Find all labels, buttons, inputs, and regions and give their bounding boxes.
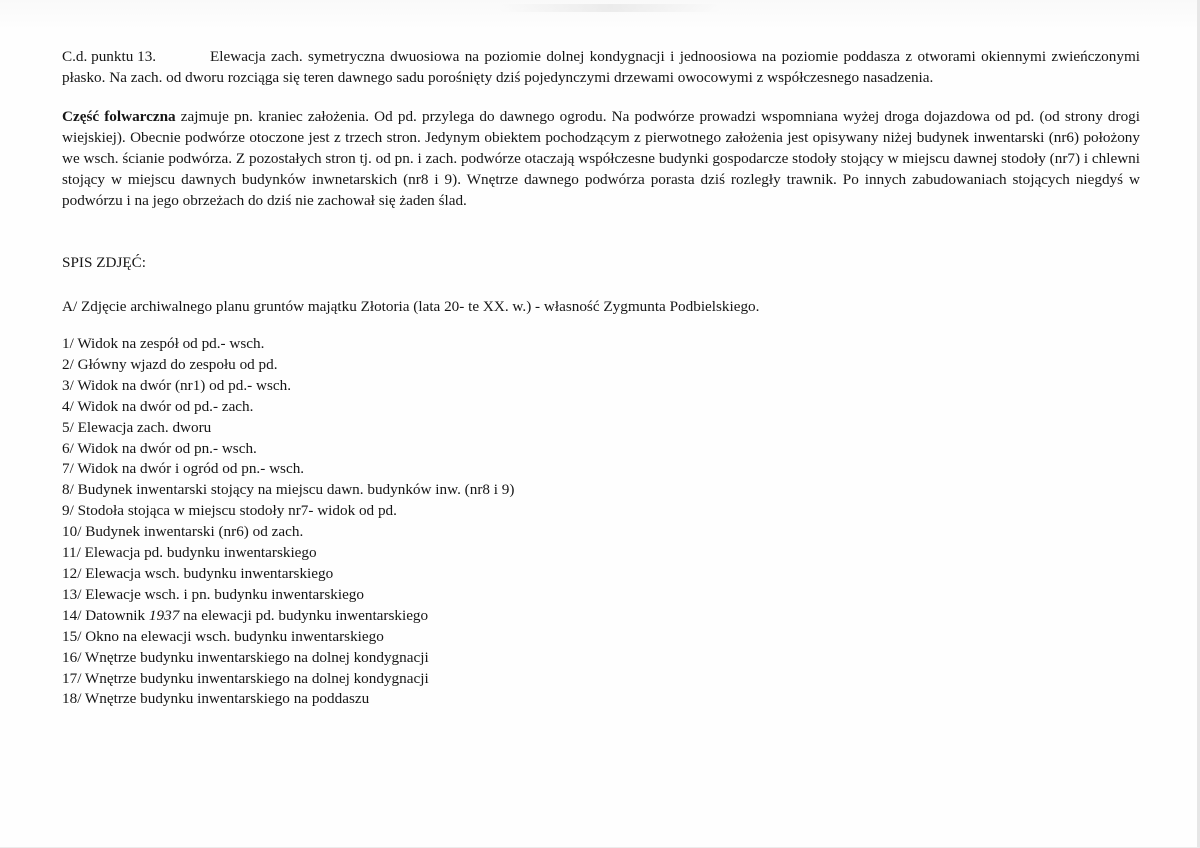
photo-list-heading: SPIS ZDJĘĆ: (62, 254, 146, 271)
photo-item-text: 14/ Datownik (62, 606, 149, 624)
photo-item-text: na elewacji pd. budynku inwentarskiego (179, 606, 429, 624)
photo-list-item: 17/ Wnętrze budynku inwentarskiego na dolnej kondygnacji (62, 669, 429, 687)
archive-photo-item: A/ Zdjęcie archiwalnego planu gruntów majątku Złotoria (lata 20- te XX. w.) - własność Zygmunta Podbielskiego. (62, 298, 760, 315)
paragraph-farm-section-text: zajmuje pn. kraniec założenia. Od pd. przylega do dawnego ogrodu. Na podwórze prowadzi wspomniana wyżej droga dojazdowa od pd. (od strony drogi wiejskiej). Obecnie podwórze otoczone jest z trzech stron. Jedynym obiektem pochodzącym z pierwotnego założenia jest opisywany niżej budynek inwentarski (nr6) położony we wsch. ścianie podwórza. Z pozostałych stron tj. od pn. i zach. podwórze otaczają współczesne budynki gospodarcze stodoły stojący w miejscu dawnej stodoły (nr7) i chlewni stojący w miejscu dawnych budynków inwnetarskich (nr8 i 9). Wnętrze dawnego podwórza porasta dziś rozległy trawnik. Po innych zabudowaniach stojących niegdyś w podwórzu i na jego obrzeżach do dziś nie zachował się żaden ślad. (62, 108, 1140, 209)
photo-list-item: 7/ Widok na dwór i ogród od pn.- wsch. (62, 460, 305, 478)
photo-list (62, 334, 514, 710)
photo-list-item: 13/ Elewacje wsch. i pn. budynku inwentarskiego (62, 585, 364, 603)
paragraph-elevation (62, 46, 1140, 88)
photo-list-item: 3/ Widok na dwór (nr1) od pd.- wsch. (62, 376, 291, 394)
photo-list-item (62, 606, 514, 627)
photo-list-item: 2/ Główny wjazd do zespołu od pd. (62, 355, 278, 373)
paragraph-farm-section (62, 106, 1140, 211)
photo-list-item: 16/ Wnętrze budynku inwentarskiego na dolnej kondygnacji (62, 648, 429, 666)
photo-list-item: 12/ Elewacja wsch. budynku inwentarskiego (62, 564, 334, 582)
photo-list-item: 11/ Elewacja pd. budynku inwentarskiego (62, 544, 317, 562)
photo-list-item: 15/ Okno na elewacji wsch. budynku inwentarskiego (62, 627, 384, 645)
photo-list-item: 6/ Widok na dwór od pn.- wsch. (62, 439, 257, 457)
photo-list-item: 4/ Widok na dwór od pd.- zach. (62, 397, 254, 415)
photo-list-item: 18/ Wnętrze budynku inwentarskiego na poddaszu (62, 690, 370, 708)
photo-list-item: 10/ Budynek inwentarski (nr6) od zach. (62, 523, 304, 541)
photo-list-item: 8/ Budynek inwentarski stojący na miejscu dawn. budynków inw. (nr8 i 9) (62, 481, 515, 499)
section-reference: C.d. punktu 13. (62, 48, 157, 65)
date-stamp-year: 1937 (148, 606, 180, 624)
intro-text (62, 46, 1140, 211)
paragraph-lead-term: Część folwarczna (62, 108, 176, 125)
photo-list-item: 5/ Elewacja zach. dworu (62, 418, 212, 436)
photo-list-item: 1/ Widok na zespół od pd.- wsch. (62, 335, 265, 352)
paragraph-elevation-text: Elewacja zach. symetryczna dwuosiowa na poziomie dolnej kondygnacji i jednoosiowa na poziomie poddasza z otworami okiennymi zwieńczonymi płasko. Na zach. od dworu rozciąga się teren dawnego sadu porośnięty dziś pojedynczymi drzewami owocowymi z współczesnego nasadzenia. (62, 48, 1140, 86)
photo-list-item: 9/ Stodoła stojąca w miejscu stodoły nr7- widok od pd. (62, 502, 397, 520)
scan-artifact (500, 4, 720, 12)
